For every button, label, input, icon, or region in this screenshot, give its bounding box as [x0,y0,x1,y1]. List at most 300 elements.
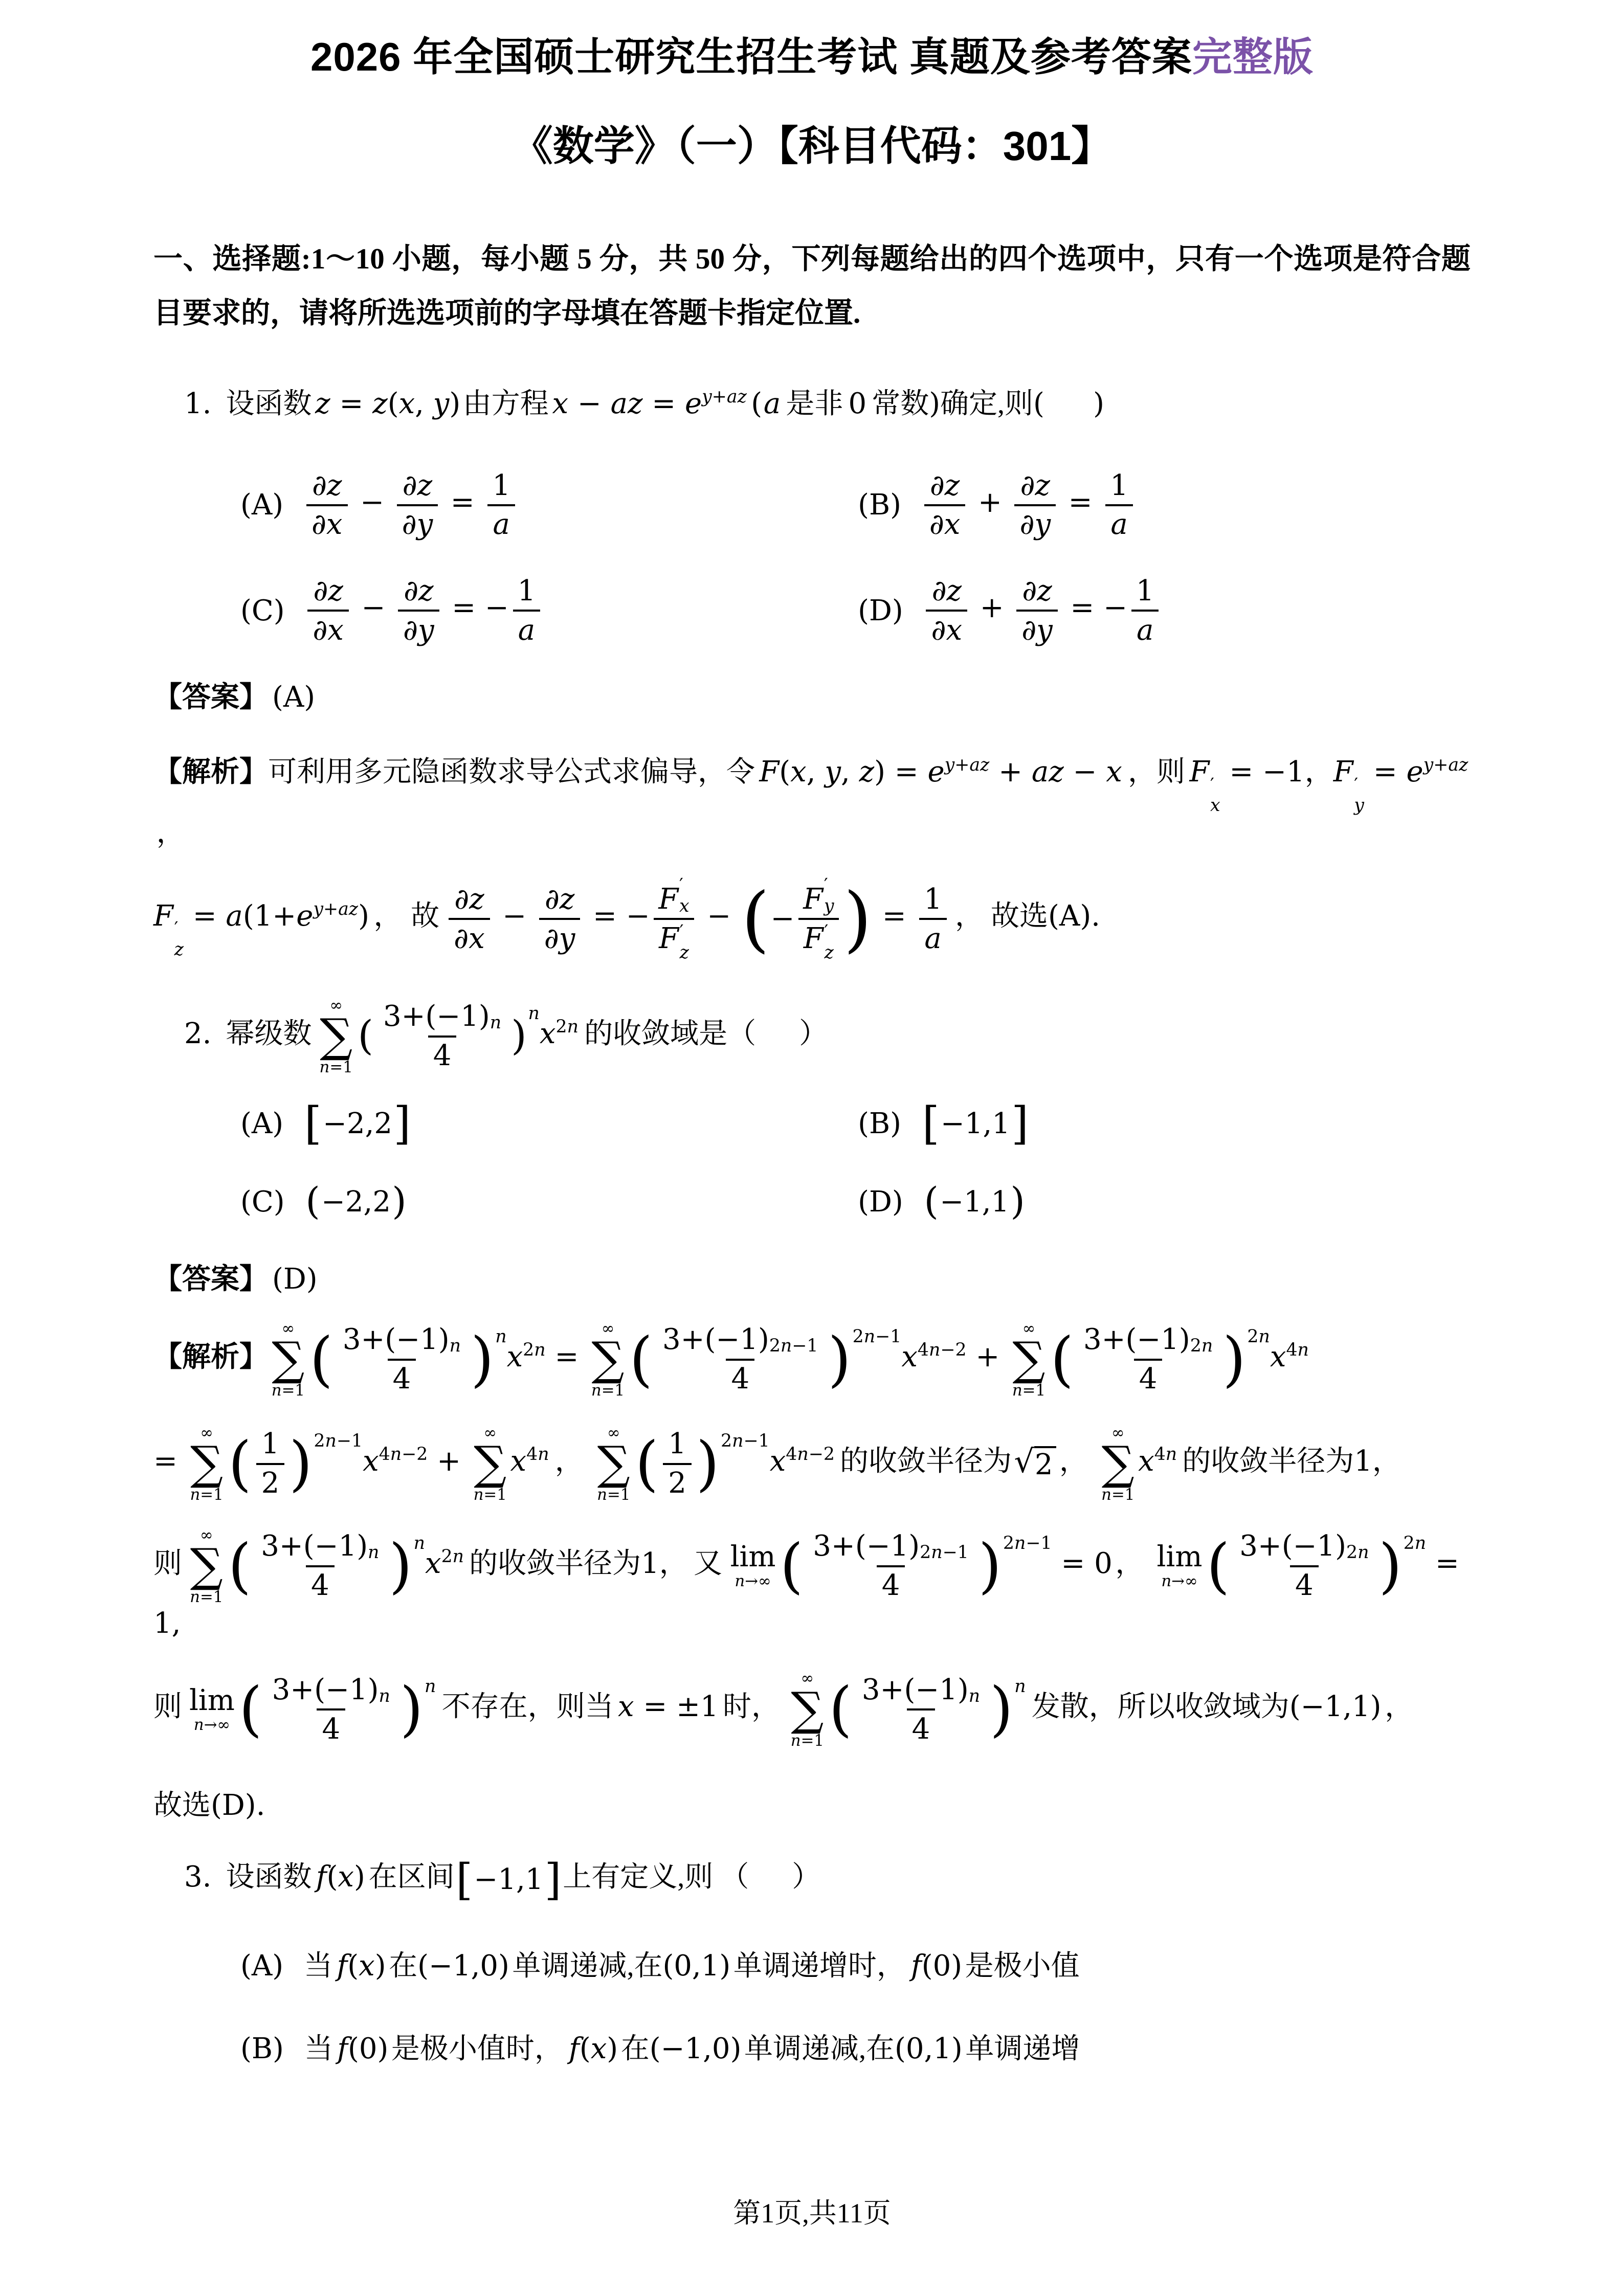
math-supsub [824,876,834,915]
math-sum [190,1527,223,1605]
option-label: (A) [240,1949,284,1983]
math-roman: 3. [184,1860,212,1894]
math-bold-label: 【解析】 [153,1340,268,1372]
math-superscript [556,1017,579,1037]
math-variable: ∂z [312,468,342,502]
math-variable: f [911,1949,922,1983]
math-variable: ∂z [1022,574,1052,607]
math-numerator [798,876,839,918]
math-fence [1207,1530,1402,1601]
sigma-symbol: ∑ [597,1437,630,1491]
math-supsub [1210,776,1220,815]
math-roman: = [183,899,226,933]
math-superscript-high [495,1326,506,1346]
math-variable: az [726,386,747,407]
math-fence [1051,1324,1246,1394]
math-fence [228,1530,412,1601]
math-variable: x [539,1017,556,1050]
math-numerator [267,1674,395,1708]
math-denominator [1016,610,1058,646]
q2-option-c [240,1180,858,1224]
fence-left: ( [228,1429,252,1498]
math-fraction [924,470,966,541]
math-numerator [1105,470,1133,504]
math-variable: z [679,942,689,963]
math-sup-part [824,876,828,894]
math-variable: n [732,1430,744,1451]
math-text: 常数 [872,388,929,420]
math-numerator [540,884,580,918]
math-variable: n [863,1326,876,1347]
math-sub-part [1354,797,1364,815]
math-roman: −1 [336,1430,363,1451]
math-variable: x [769,1444,786,1478]
math-roman: ′ [174,918,179,939]
sigma-symbol: ∑ [591,1333,625,1386]
math-roman: 4 [379,1444,390,1465]
math-variable: ∂z [404,574,434,607]
math-denominator [663,1463,692,1499]
math-roman: ′ [1210,774,1214,795]
sigma-symbol: ∑ [474,1437,507,1491]
math-roman: 1 [1136,574,1154,607]
math-variable: x [1106,755,1122,789]
fence-right: ) [978,1531,1002,1601]
math-roman: ′ [1354,774,1359,795]
math-roman: 3+(−1) [861,1673,969,1707]
math-sum-lower [474,1487,507,1503]
q2-stem [153,998,1471,1075]
math-variable: y [702,386,712,407]
math-sub-part [824,897,834,915]
math-variable: n [495,1326,507,1347]
math-roman: =1 [281,1381,305,1400]
math-roman: 4 [786,1444,797,1465]
math-text: 的收敛半径为 [1182,1445,1354,1477]
math-variable: f [337,1949,348,1983]
math-denominator [877,1565,905,1602]
math-roman: = [642,387,685,420]
q1-options [153,470,1471,646]
fence-right: ] [1011,1097,1029,1150]
math-roman: →∞ [1171,1572,1198,1591]
math-variable: ∂y [402,508,433,542]
math-variable: ∂y [403,613,434,647]
fence-right: ) [399,1675,424,1744]
math-numerator [256,1428,285,1462]
math-fraction [338,1324,466,1394]
math-roman: 1 [1354,1444,1372,1478]
math-denominator [654,918,694,961]
option-label: (D) [858,594,903,627]
math-numerator [449,884,490,918]
math-roman: −2,2 [321,1185,391,1219]
math-roman: + [954,755,970,776]
math-roman: − [351,485,393,519]
math-roman: − [568,387,611,420]
math-superscript-high [1003,1533,1052,1553]
math-text: ，则 [1128,756,1186,789]
math-variable: x [590,2032,607,2066]
math-sum-lower [791,1733,824,1749]
math-text: 故选 [153,1790,211,1822]
math-text: ， [1372,1445,1401,1477]
math-superscript [1154,1444,1177,1464]
math-variable: x [901,1340,918,1374]
math-variable: ∂z [544,883,575,916]
math-sup-part [174,920,179,938]
q1-analysis-line-1 [153,753,1471,852]
math-text: 的收敛半径为 [840,1445,1012,1477]
fence-body [262,1674,400,1745]
math-roman: = [441,485,484,519]
q2-analysis-line-4 [153,1671,1471,1748]
math-text: ） [799,1018,828,1050]
answer-label: 【答案】 [153,1262,268,1295]
math-roman: ∞ [1111,1423,1125,1442]
math-text: 单调递增 [965,2033,1080,2065]
math-variable: z [824,942,834,963]
math-roman: −1 [792,1335,818,1356]
math-roman: ) [358,899,369,933]
q1-option-b [858,470,1409,541]
math-text: 单调递减,在 [744,2033,895,2065]
math-text: 在区间 [368,1861,455,1894]
math-roman: − [493,899,536,933]
option-formula [303,470,519,541]
math-roman: −1 [743,1430,770,1451]
math-fence [456,1855,562,1905]
math-variable: ∂y [544,921,575,955]
math-text: 设函数 [226,388,312,420]
math-variable: ∂z [402,468,433,502]
math-denominator [1131,610,1159,646]
fence-right: ) [696,1429,720,1498]
math-roman: + [323,899,339,920]
math-roman: 3+(−1) [813,1529,920,1563]
math-denominator [256,1463,285,1499]
math-variable: z [859,755,875,789]
answer-value: (D) [272,1262,318,1296]
math-sum-lower [319,1057,353,1076]
limit-word: lim [730,1540,776,1574]
math-text: 又 [693,1547,722,1580]
math-sum-lower [1012,1383,1045,1399]
math-variable: n [1297,1339,1309,1360]
math-roman: (0,1) [895,2032,963,2066]
math-roman: 4 [392,1362,411,1396]
math-sum [474,1425,507,1503]
answer-label: 【答案】 [153,681,268,713]
math-variable: ∂x [313,613,344,647]
fence-body [769,876,843,962]
math-superscript [920,1543,969,1562]
fence-left: [ [456,1855,473,1905]
math-text: ） [792,1861,821,1894]
math-denominator [307,610,349,646]
math-roman: →∞ [204,1715,231,1734]
math-supsub [174,920,184,959]
math-sum-lower [272,1383,305,1399]
math-variable: n [368,1542,380,1563]
math-variable: n [1201,1335,1213,1356]
math-text: 不存在，则当 [441,1691,614,1723]
fence-right: ) [392,1180,407,1224]
math-sub-part [680,944,689,962]
math-roman: 3+(−1) [342,1323,450,1357]
math-fence [239,1674,423,1745]
math-roman: (−1,0) [417,1949,509,1983]
math-denominator [798,918,839,961]
math-fraction [798,876,839,962]
math-fraction [926,575,967,646]
math-variable: n [780,1335,792,1356]
math-denominator [924,504,966,541]
fence-body [473,1861,544,1899]
math-roman: = [1364,755,1407,789]
math-variable: e [685,387,702,420]
math-roman: 2 [1003,1533,1015,1554]
fence-body [852,1674,990,1745]
math-variable: n [1014,1533,1026,1554]
option-label: (B) [240,2032,284,2066]
math-text: 故选 [991,901,1049,933]
math-roman: 2 [769,1335,781,1356]
math-sub-part [174,941,184,959]
math-sqrt [1014,1443,1057,1482]
math-roman: 2 [852,1326,864,1347]
fence-right: ) [289,1429,313,1498]
math-denominator [726,1359,754,1395]
math-fraction [653,876,694,962]
math-superscript-high [314,1431,363,1451]
math-sum-lower [190,1589,223,1605]
math-sum-lower [190,1487,223,1503]
math-variable: az [1448,755,1469,776]
fence-left: ( [924,1180,939,1224]
math-variable: n [567,1016,579,1037]
math-fraction [1131,575,1160,646]
math-fence [635,1428,719,1499]
math-limit [1156,1540,1203,1591]
math-fraction [378,1001,506,1071]
math-text: 可利用多元隐函数求导公式求偏导，令 [268,756,755,789]
sigma-symbol: ∑ [1101,1437,1134,1491]
math-sum [1012,1321,1045,1399]
math-sub-part [1210,797,1220,815]
math-roman: 4 [433,1039,452,1073]
math-variable: x [617,1690,634,1724]
math-text: ， [659,1547,688,1580]
sigma-symbol: ∑ [1012,1333,1045,1386]
math-variable: z [174,939,184,960]
fence-body [939,1185,1010,1219]
math-supsub [825,923,834,962]
math-sum [791,1671,824,1748]
math-fraction [1014,470,1056,541]
math-roman: , [840,755,859,789]
math-fraction [657,1324,824,1394]
math-fraction [513,575,541,646]
math-variable: n [452,1546,464,1567]
math-variable: n [528,1003,540,1024]
math-variable: ∂z [931,574,962,607]
math-variable: n [473,1485,484,1504]
math-roman: 2 [555,1016,567,1037]
math-roman: 2 [1346,1542,1358,1563]
math-supsub [680,923,689,962]
math-roman: ) [354,1860,365,1894]
math-roman: 3+(−1) [1083,1323,1190,1357]
math-roman: ) = [874,755,928,789]
math-roman: (−1,0) [649,2032,742,2066]
fence-body [1230,1530,1378,1601]
fence-right: ) [471,1324,494,1394]
radical-symbol: √ [1014,1443,1034,1480]
math-variable: ∂x [311,508,343,542]
fence-body [653,1324,828,1394]
q2-option-a [240,1097,858,1150]
title-main-text: 2026 年全国硕士研究生招生考试 真题及参考答案 [310,34,1192,79]
math-denominator [926,610,967,646]
q3-option-a [153,1943,1471,1984]
math-superscript [526,1444,549,1464]
math-superscript [969,1686,980,1706]
math-supsub [679,876,689,915]
math-roman: =1 [1111,1485,1135,1504]
math-text: 设函数 [226,1861,312,1894]
math-variable: n [190,1587,200,1606]
subject-title: 《数学》（一）【科目代码：301】 [511,123,1113,169]
fence-body [803,1530,978,1601]
q2-option-b [858,1097,1409,1150]
math-roman: 4 [731,1362,750,1396]
page-number: 第1页,共11页 [733,2198,891,2229]
math-radicand [1034,1446,1056,1482]
math-roman: −1 [1026,1533,1052,1554]
math-text: 单调递减,在 [512,1950,663,1983]
math-roman: = [153,1444,187,1478]
math-superscript [1286,1340,1308,1360]
math-variable: az [1031,755,1064,789]
math-roman: 4 [311,1569,329,1603]
math-denominator [306,1565,335,1602]
math-sum [597,1425,630,1503]
math-text: ， [1304,756,1333,789]
math-variable: y [433,387,450,420]
fence-body [333,1324,471,1394]
math-variable: F [658,883,679,916]
math-variable: x [398,387,415,420]
math-roman: →∞ [745,1572,771,1591]
math-text: ， [1059,1445,1088,1477]
option-formula [921,1097,1030,1150]
math-text: ， [1115,1547,1144,1580]
math-variable: n [1165,1444,1177,1465]
math-fence [922,1097,1029,1150]
math-text: ， [955,901,984,933]
math-limit-lower [194,1717,230,1733]
math-variable: x [679,895,689,916]
math-variable: n [931,1542,943,1563]
math-fraction [449,884,490,954]
math-roman: 2 [441,1546,453,1567]
math-text: 当 [304,1950,333,1983]
math-denominator [1134,1359,1163,1395]
option-formula [923,1180,1027,1224]
answer-value: (A) [272,681,316,714]
math-superscript [368,1543,379,1562]
math-numerator [513,575,541,610]
math-text: 是极小值时， [391,2033,563,2065]
math-roman: + [1433,755,1449,776]
math-variable: ∂x [931,613,963,647]
q2-analysis-line-1 [153,1321,1471,1399]
option-label: (D) [858,1185,903,1219]
math-fraction [267,1674,395,1745]
math-roman: ) [374,1949,386,1983]
math-roman: = [545,1340,588,1374]
math-superscript-high [1404,1533,1426,1553]
math-variable: x [363,1444,379,1478]
math-sum-lower [597,1487,630,1503]
math-numerator [1015,470,1055,504]
page-title [153,28,1471,86]
math-variable: n [1258,1326,1270,1347]
math-limit [189,1686,235,1732]
math-variable: y [825,755,841,789]
math-text: 在 [389,1950,418,1983]
math-text: 的收敛半径为 [469,1547,641,1580]
math-roman: ∞ [607,1423,620,1442]
math-variable: y [824,895,834,916]
math-text: 故 [411,901,440,933]
math-roman: + [966,1340,1009,1374]
math-roman: , [415,387,433,420]
math-fraction [539,884,581,954]
math-superscript-high [853,1326,902,1346]
fence-right: ] [544,1855,562,1905]
math-roman: ( [1033,387,1044,420]
math-variable: ∂x [929,508,961,542]
math-variable: n [390,1444,402,1465]
fence-right: ) [828,1324,851,1394]
math-text: 确定,则 [940,388,1034,420]
math-superscript [490,1013,501,1032]
math-variable: n [190,1485,201,1504]
fence-right: ) [843,877,872,961]
math-roman: −1,1 [474,1862,544,1896]
math-numerator [256,1530,384,1565]
math-superscript [945,755,990,775]
math-numerator [1131,575,1160,610]
sigma-symbol: ∑ [190,1539,223,1593]
math-superscript [379,1686,390,1706]
math-superscript [313,899,358,919]
math-roman: 2 [1403,1533,1415,1554]
math-numerator [663,1428,692,1462]
math-superscript [769,1336,818,1356]
math-variable: a [924,921,942,955]
math-variable: f [316,1860,327,1894]
q2-answer [153,1260,1471,1298]
math-variable: y [1354,795,1364,816]
math-roman: + [711,386,727,407]
math-roman: =1 [1022,1381,1046,1400]
math-roman: 2 [1034,1448,1053,1482]
math-text: ， [156,817,185,849]
fence-left: [ [304,1097,322,1150]
